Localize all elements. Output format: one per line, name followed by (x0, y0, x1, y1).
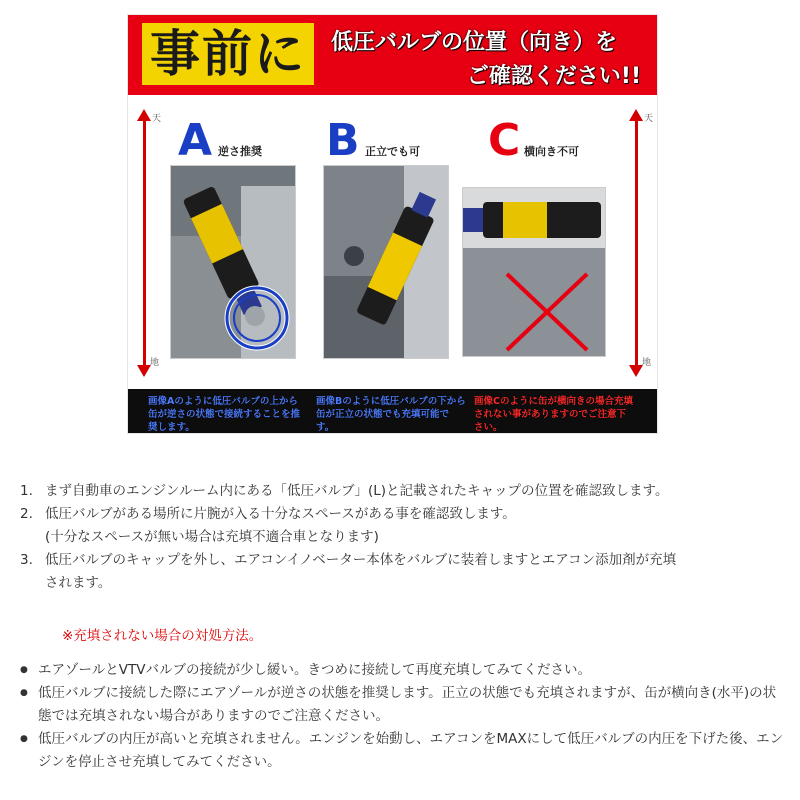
valve-orientation-banner (127, 14, 658, 434)
step-text: 低圧バルブがある場所に片腕が入る十分なスペースがある事を確認致します。 (45, 506, 516, 522)
instruction-steps (20, 480, 780, 595)
banner-title: 事前に (142, 23, 314, 85)
option-a-photo-graphic (171, 166, 295, 358)
tip-text: エアゾールとVTVバルブの接続が少し緩い。きつめに接続して再度充填してみてください。 (38, 662, 591, 678)
axis-right-bottom-label: 地 (642, 358, 652, 368)
bullet-icon: ● (20, 734, 28, 744)
option-b-photo-graphic (324, 166, 448, 358)
axis-right-arrow-down-icon (629, 365, 643, 377)
option-c-desc: 横向き不可 (524, 145, 579, 158)
option-c-letter: C (488, 115, 521, 166)
list-item (18, 728, 788, 774)
axis-left-arrow-down-icon (137, 365, 151, 377)
step-text: されます。 (45, 575, 112, 591)
option-a-letter: A (178, 115, 213, 166)
step-item (20, 526, 780, 549)
caption-a: 画像Aのように低圧バルブの上から缶が逆さの状態で接続することを推奨します。 (148, 396, 301, 433)
axis-right-top-label: 天 (644, 114, 654, 124)
banner-subtitle-line1: 低圧バルブの位置（向き）を (330, 30, 617, 55)
axis-left-top-label: 天 (152, 114, 162, 124)
list-item (18, 682, 788, 728)
option-a-desc: 逆さ推奨 (218, 145, 262, 158)
tip-text: 低圧バルブに接続した際にエアゾールが逆さの状態を推奨します。正立の状態でも充填されますが、缶が横向き(水平)の状態では充填されない場合がありますのでご注意ください。 (38, 685, 777, 724)
banner-header (128, 15, 657, 95)
axis-left-bottom-label: 地 (150, 358, 160, 368)
option-a-photo (170, 165, 296, 359)
step-text: 低圧バルブのキャップを外し、エアコンイノベーター本体をバルブに装着しますとエアコン添加剤が充填 (45, 552, 677, 568)
list-item (18, 659, 788, 682)
tip-text: 低圧バルブの内圧が高いと充填されません。エンジンを始動し、エアコンをMAXにして低圧バルブの内圧を下げた後、エンジンを停止させ充填してみてください。 (38, 731, 784, 770)
banner-subtitle-line2: ご確認ください!! (466, 64, 641, 89)
option-c-photo (462, 187, 606, 357)
step-item (20, 480, 780, 503)
step-text: (十分なスペースが無い場合は充填不適合車となります) (45, 529, 379, 545)
option-b-photo (323, 165, 449, 359)
warning-heading: ※充填されない場合の対処方法。 (62, 628, 263, 644)
step-item (20, 572, 780, 595)
caption-b: 画像Bのように低圧バルブの下から缶が正立の状態でも充填可能です。 (316, 396, 466, 433)
step-item (20, 549, 780, 572)
troubleshooting-list (18, 659, 788, 774)
step-text: まず自動車のエンジンルーム内にある「低圧バルブ」(L)と記載されたキャップの位置を確認致します。 (45, 483, 669, 499)
step-number: 1. (20, 483, 33, 499)
option-b-desc: 正立でも可 (365, 145, 420, 158)
step-number: 3. (20, 552, 33, 568)
option-b-letter: B (326, 115, 360, 166)
step-number: 2. (20, 506, 33, 522)
axis-right-line (635, 119, 638, 369)
bullet-icon: ● (20, 688, 28, 698)
option-c-photo-graphic (463, 188, 605, 356)
axis-left-line (143, 119, 146, 369)
caption-c: 画像Cのように缶が横向きの場合充填されない事がありますのでご注意下さい。 (474, 396, 633, 433)
step-item (20, 503, 780, 526)
bullet-icon: ● (20, 665, 28, 675)
caption-bar (128, 389, 657, 434)
